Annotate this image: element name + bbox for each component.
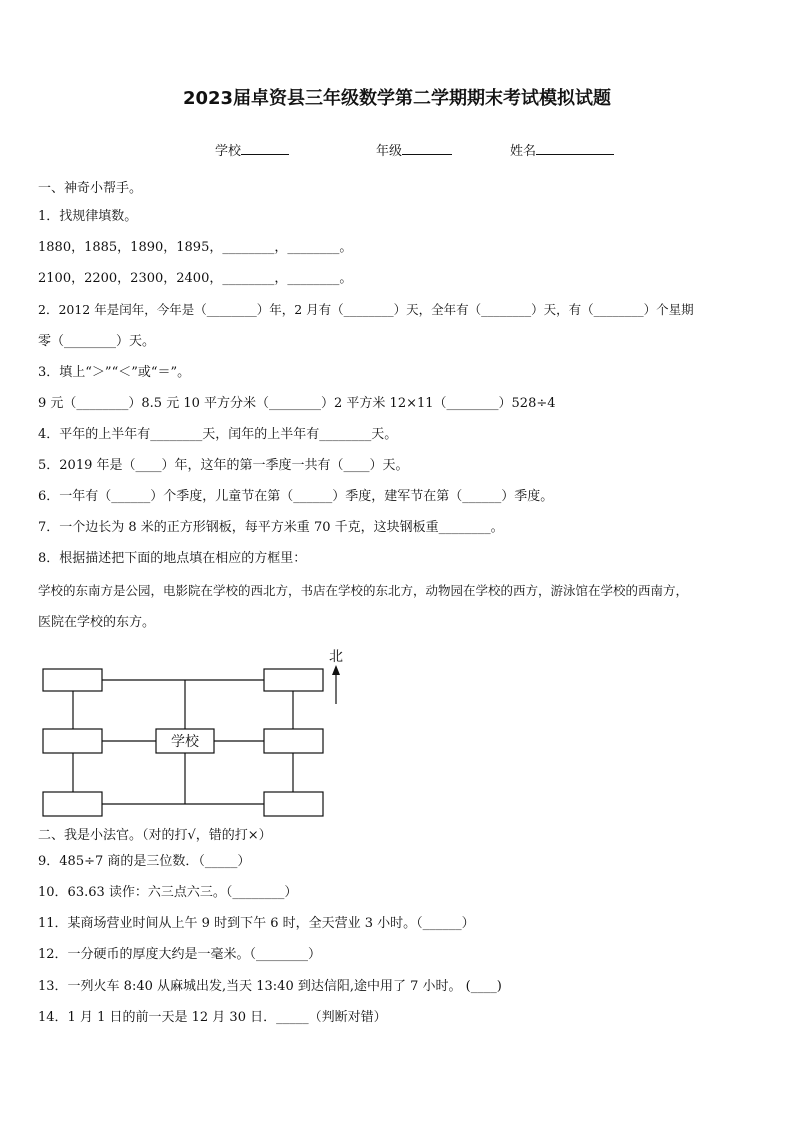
box-east[interactable]	[264, 729, 323, 753]
question-8-desc-2: 医院在学校的东方。	[38, 615, 156, 630]
school-blank[interactable]	[241, 142, 289, 155]
box-southeast[interactable]	[264, 792, 323, 816]
map-diagram	[0, 640, 794, 830]
question-3-items: 9 元（________）8.5 元 10 平方分米（________）2 平方米 12×11（________）528÷4	[38, 396, 556, 411]
north-arrow-icon	[332, 665, 340, 675]
school-label: 学校	[171, 734, 199, 750]
school-field	[215, 142, 289, 158]
name-field	[510, 142, 614, 158]
north-label: 北	[329, 649, 343, 665]
question-13: 13．一列火车 8:40 从麻城出发,当天 13:40 到达信阳,途中用了 7 小时。 (____)	[38, 979, 502, 994]
page-title: 2023届卓资县三年级数学第二学期期末考试模拟试题	[182, 88, 612, 109]
question-11: 11．某商场营业时间从上午 9 时到下午 6 时，全天营业 3 小时。（______）	[38, 916, 475, 931]
question-1-row-2: 2100，2200，2300，2400，________，________。	[38, 271, 353, 286]
grade-field	[376, 142, 452, 158]
question-7: 7．一个边长为 8 米的正方形钢板，每平方米重 70 千克，这块钢板重________。	[38, 520, 504, 535]
grade-label: 年级	[376, 144, 403, 159]
box-northwest[interactable]	[43, 669, 102, 691]
question-3: 3．填上“＞”“＜”或“＝”。	[38, 365, 191, 380]
grade-blank[interactable]	[402, 142, 452, 155]
box-northeast[interactable]	[264, 669, 323, 691]
question-12: 12．一分硬币的厚度大约是一毫米。（________）	[38, 947, 322, 962]
school-label: 学校	[215, 144, 242, 159]
question-8: 8．根据描述把下面的地点填在相应的方框里：	[38, 551, 307, 566]
section-1-heading: 一、神奇小帮手。	[38, 181, 143, 196]
question-9: 9．485÷7 商的是三位数．（_____）	[38, 854, 251, 869]
box-west[interactable]	[43, 729, 102, 753]
question-10: 10．63.63 读作：六三点六三。（________）	[38, 885, 298, 900]
name-label: 姓名	[510, 144, 537, 159]
question-5: 5．2019 年是（____）年，这年的第一季度一共有（____）天。	[38, 458, 409, 473]
name-blank[interactable]	[536, 142, 614, 155]
question-14: 14．1 月 1 日的前一天是 12 月 30 日．_____（判断对错）	[38, 1010, 387, 1025]
question-8-desc-1: 学校的东南方是公园，电影院在学校的西北方，书店在学校的东北方，动物园在学校的西方，游泳馆在学校的西南方，	[38, 583, 689, 598]
box-southwest[interactable]	[43, 792, 102, 816]
question-2: 2．2012 年是闰年，今年是（________）年，2 月有（________）天，全年有（________）天，有（________）个星期	[38, 302, 694, 317]
question-4: 4．平年的上半年有________天，闰年的上半年有________天。	[38, 427, 398, 442]
section-2-heading: 二、我是小法官。（对的打√，错的打×）	[38, 828, 272, 843]
question-1-row-1: 1880，1885，1890，1895，________，________。	[38, 240, 353, 255]
question-2-cont: 零（________）天。	[38, 334, 156, 349]
question-1: 1．找规律填数。	[38, 209, 138, 224]
question-6: 6．一年有（______）个季度，儿童节在第（______）季度，建军节在第（______）季度。	[38, 489, 554, 504]
